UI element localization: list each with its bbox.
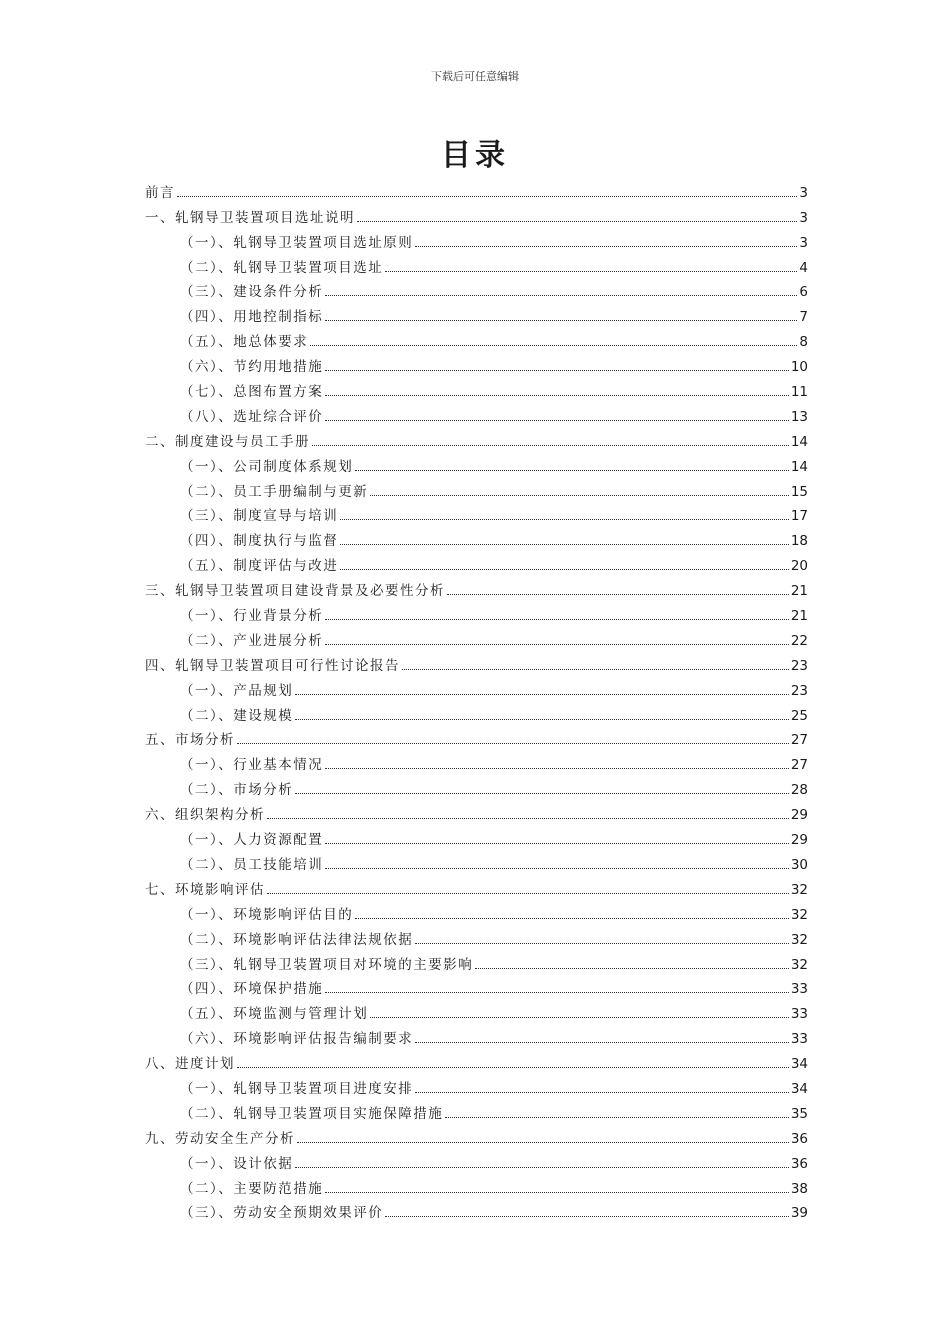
toc-page-number: 27 [790,757,808,774]
dot-leader [325,991,789,993]
toc-subentry[interactable] [145,450,808,475]
dot-leader [325,319,797,321]
toc-subentry[interactable] [145,400,808,425]
toc-subentry[interactable] [145,1147,808,1172]
dot-leader [310,344,797,346]
toc-page-number: 33 [790,1031,808,1048]
dot-leader [445,1116,789,1118]
toc-page-number: 6 [799,284,808,301]
dot-leader [177,195,797,197]
toc-entry-label: （二）、环境影响评估法律法规依据 [180,931,414,948]
toc-page-number: 33 [790,981,808,998]
toc-page-number: 10 [790,359,808,376]
dot-leader [415,1091,789,1093]
toc-entry-label: （五）、制度评估与改进 [180,558,339,575]
dot-leader [325,842,789,844]
dot-leader [325,394,789,396]
toc-page-number: 36 [790,1130,808,1147]
toc-page-number: 32 [790,881,808,898]
table-of-contents [145,176,808,1221]
toc-page-number: 23 [790,682,808,699]
toc-entry-label: （七）、总图布置方案 [180,384,324,401]
dot-leader [370,1016,789,1018]
toc-entry[interactable] [145,873,808,898]
toc-entry[interactable] [145,574,808,599]
toc-entry-label: （六）、环境影响评估报告编制要求 [180,1031,414,1048]
dot-leader [237,1066,789,1068]
toc-page-number: 4 [799,259,808,276]
toc-subentry[interactable] [145,524,808,549]
dot-leader [355,917,789,919]
toc-page-number: 18 [790,533,808,550]
toc-page-number: 23 [790,657,808,674]
toc-subentry[interactable] [145,1097,808,1122]
dot-leader [370,494,789,496]
dot-leader [415,942,789,944]
toc-entry-label: 二、制度建设与员工手册 [145,433,310,450]
toc-page-number: 29 [790,832,808,849]
toc-subentry[interactable] [145,948,808,973]
toc-page-number: 32 [790,906,808,923]
toc-subentry[interactable] [145,823,808,848]
toc-subentry[interactable] [145,1197,808,1222]
toc-entry-label: （五）、地总体要求 [180,334,309,351]
toc-page-number: 29 [790,807,808,824]
toc-subentry[interactable] [145,350,808,375]
dot-leader [357,220,797,222]
toc-entry-label: （一）、人力资源配置 [180,832,324,849]
dot-leader [295,792,789,794]
toc-page-number: 8 [799,334,808,351]
toc-page-number: 21 [790,583,808,600]
toc-page-number: 15 [790,483,808,500]
dot-leader [325,767,789,769]
toc-page-number: 25 [790,707,808,724]
toc-subentry[interactable] [145,674,808,699]
toc-entry[interactable] [145,201,808,226]
dot-leader [295,1166,789,1168]
toc-entry-label: 五、市场分析 [145,732,235,749]
toc-page-number: 28 [790,782,808,799]
toc-entry[interactable] [145,798,808,823]
toc-subentry[interactable] [145,1172,808,1197]
dot-leader [447,593,789,595]
toc-entry-label: （三）、建设条件分析 [180,284,324,301]
toc-entry-label: 四、轧钢导卫装置项目可行性讨论报告 [145,657,400,674]
toc-entry-label: （五）、环境监测与管理计划 [180,1006,369,1023]
toc-entry-label: 八、进度计划 [145,1056,235,1073]
toc-entry-label: （二）、员工手册编制与更新 [180,483,369,500]
toc-page-number: 32 [790,956,808,973]
toc-page-number: 3 [799,234,808,251]
toc-entry-label: （四）、制度执行与监督 [180,533,339,550]
toc-entry-label: （三）、制度宣导与培训 [180,508,339,525]
toc-entry-label: （一）、产品规划 [180,682,294,699]
toc-subentry[interactable] [145,375,808,400]
toc-page-number: 3 [799,209,808,226]
toc-entry[interactable] [145,649,808,674]
toc-page-number: 34 [790,1080,808,1097]
dot-leader [385,270,797,272]
dot-leader [267,892,789,894]
toc-entry-label: 一、轧钢导卫装置项目选址说明 [145,209,355,226]
toc-subentry[interactable] [145,475,808,500]
toc-page-number: 35 [790,1105,808,1122]
toc-subentry[interactable] [145,500,808,525]
toc-entry-label: （四）、用地控制指标 [180,309,324,326]
toc-entry[interactable] [145,425,808,450]
toc-subentry[interactable] [145,848,808,873]
toc-page-number: 20 [790,558,808,575]
toc-entry-label: （一）、轧钢导卫装置项目进度安排 [180,1080,414,1097]
toc-entry-label: （一）、设计依据 [180,1155,294,1172]
toc-subentry[interactable] [145,226,808,251]
dot-leader [237,742,789,744]
toc-subentry[interactable] [145,325,808,350]
toc-subentry[interactable] [145,923,808,948]
toc-subentry[interactable] [145,300,808,325]
toc-subentry[interactable] [145,251,808,276]
toc-entry-label: （三）、劳动安全预期效果评价 [180,1205,384,1222]
dot-leader [295,693,789,695]
dot-leader [295,718,789,720]
toc-entry[interactable] [145,176,808,201]
toc-page-number: 38 [790,1180,808,1197]
toc-page-number: 14 [790,433,808,450]
toc-subentry[interactable] [145,973,808,998]
toc-page-number: 13 [790,408,808,425]
toc-entry[interactable] [145,724,808,749]
toc-page-number: 21 [790,608,808,625]
toc-subentry[interactable] [145,276,808,301]
toc-entry-label: （一）、行业基本情况 [180,757,324,774]
dot-leader [475,967,789,969]
toc-entry-label: 九、劳动安全生产分析 [145,1130,295,1147]
dot-leader [325,643,789,645]
toc-entry-label: （二）、轧钢导卫装置项目选址 [180,259,384,276]
toc-subentry[interactable] [145,748,808,773]
toc-entry-label: （二）、产业进展分析 [180,632,324,649]
page-header: 下载后可任意编辑 [431,70,519,83]
dot-leader [355,469,789,471]
toc-page-number: 32 [790,931,808,948]
toc-entry-label: （一）、轧钢导卫装置项目选址原则 [180,234,414,251]
dot-leader [385,1215,789,1217]
toc-entry-label: （二）、市场分析 [180,782,294,799]
toc-subentry[interactable] [145,699,808,724]
toc-page-number: 11 [790,384,808,401]
toc-entry-label: （一）、环境影响评估目的 [180,906,354,923]
toc-subentry[interactable] [145,997,808,1022]
toc-entry-label: （八）、选址综合评价 [180,408,324,425]
toc-page-number: 22 [790,632,808,649]
toc-subentry[interactable] [145,624,808,649]
toc-entry-label: 三、轧钢导卫装置项目建设背景及必要性分析 [145,583,445,600]
toc-entry-label: （二）、建设规模 [180,707,294,724]
toc-entry-label: （二）、轧钢导卫装置项目实施保障措施 [180,1105,444,1122]
toc-entry-label: （三）、轧钢导卫装置项目对环境的主要影响 [180,956,474,973]
toc-subentry[interactable] [145,1022,808,1047]
toc-page-number: 17 [790,508,808,525]
dot-leader [415,245,797,247]
toc-subentry[interactable] [145,599,808,624]
toc-entry-label: （六）、节约用地措施 [180,359,324,376]
toc-page-number: 33 [790,1006,808,1023]
toc-subentry[interactable] [145,549,808,574]
toc-entry-label: （一）、公司制度体系规划 [180,458,354,475]
toc-entry[interactable] [145,1122,808,1147]
toc-page-number: 30 [790,856,808,873]
toc-page-number: 36 [790,1155,808,1172]
dot-leader [325,867,789,869]
toc-subentry[interactable] [145,773,808,798]
dot-leader [402,668,789,670]
dot-leader [340,518,789,520]
toc-entry-label: （一）、行业背景分析 [180,608,324,625]
dot-leader [340,568,789,570]
toc-entry-label: （二）、员工技能培训 [180,856,324,873]
toc-subentry[interactable] [145,898,808,923]
toc-page-number: 34 [790,1056,808,1073]
dot-leader [312,444,789,446]
toc-entry[interactable] [145,1047,808,1072]
toc-page-number: 27 [790,732,808,749]
dot-leader [325,369,789,371]
toc-entry-label: 前言 [145,184,175,201]
dot-leader [325,618,789,620]
toc-entry-label: （四）、环境保护措施 [180,981,324,998]
toc-entry-label: 六、组织架构分析 [145,807,265,824]
dot-leader [325,1191,789,1193]
dot-leader [415,1041,789,1043]
dot-leader [297,1141,789,1143]
dot-leader [325,294,797,296]
toc-entry-label: （二）、主要防范措施 [180,1180,324,1197]
dot-leader [325,419,789,421]
toc-page-number: 3 [799,184,808,201]
page-title: 目录 [441,138,509,173]
dot-leader [267,817,789,819]
toc-page-number: 7 [799,309,808,326]
toc-subentry[interactable] [145,1072,808,1097]
toc-entry-label: 七、环境影响评估 [145,881,265,898]
toc-page-number: 14 [790,458,808,475]
toc-page-number: 39 [790,1205,808,1222]
dot-leader [340,543,789,545]
